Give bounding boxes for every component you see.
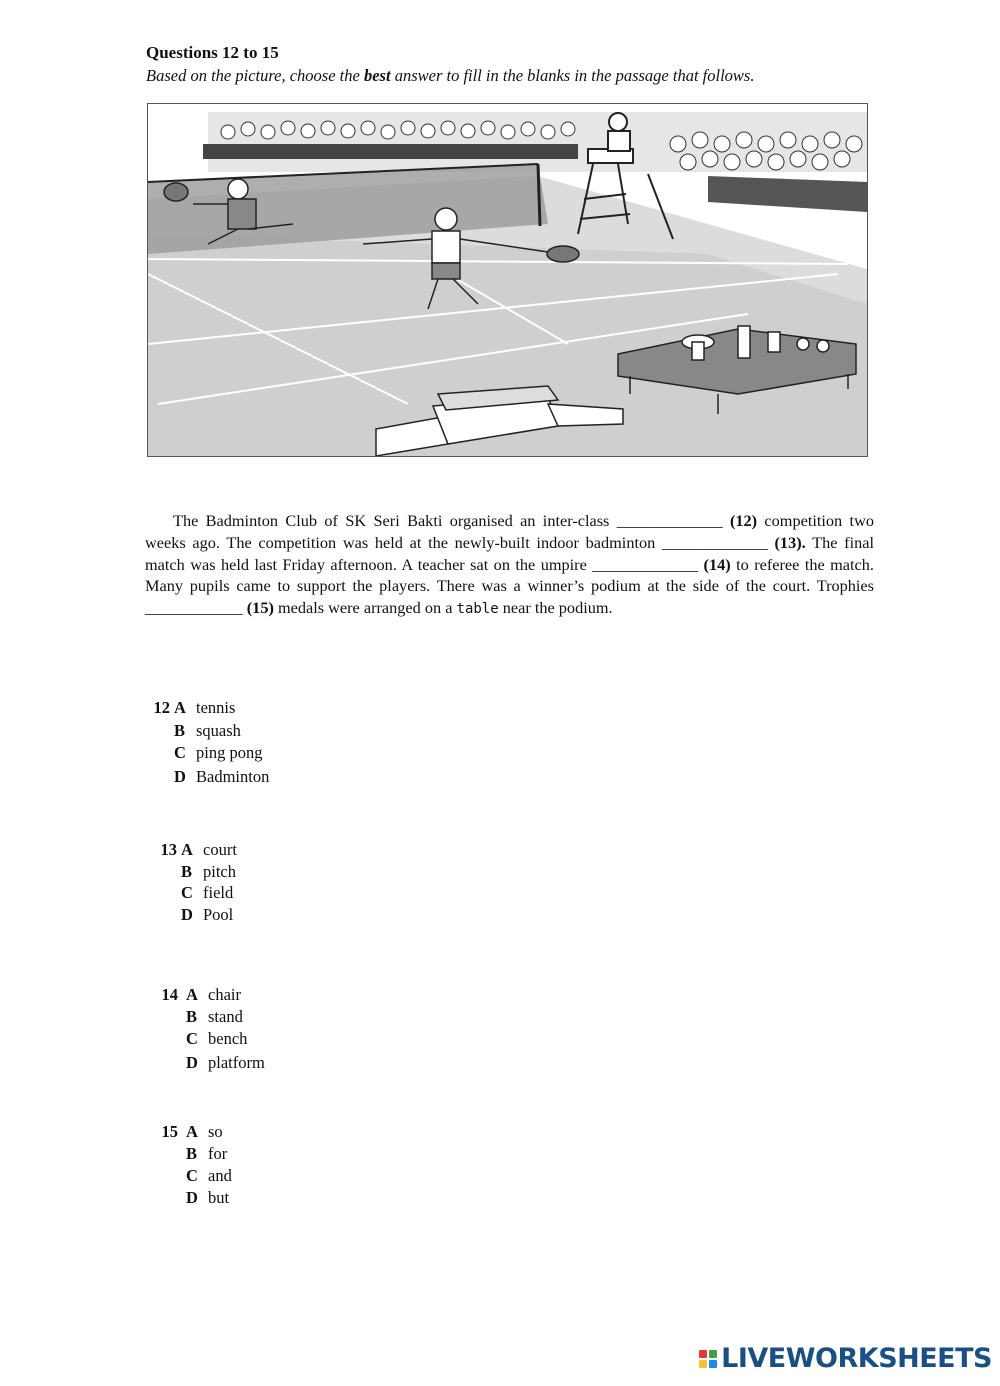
blank-label-12: (12)	[729, 511, 758, 530]
logo-block	[709, 1350, 717, 1358]
option-15c[interactable]: and	[208, 1166, 232, 1185]
option-letter: B	[181, 861, 193, 881]
net-post	[538, 164, 540, 226]
option-15b[interactable]: for	[208, 1144, 228, 1163]
umpire-head	[609, 113, 627, 131]
instruction-part-2: answer to fill in the blanks in the passage that follows.	[390, 66, 755, 85]
option-letter: C	[186, 1029, 198, 1048]
option-letter: B	[186, 1007, 198, 1026]
logo-block	[699, 1350, 707, 1358]
option-letter: D	[186, 1053, 198, 1072]
option-12a[interactable]: tennis	[196, 698, 236, 717]
logo-blocks-icon	[699, 1350, 717, 1368]
liveworksheets-logo[interactable]	[699, 1343, 992, 1374]
option-13a[interactable]: court	[203, 840, 237, 859]
question-13	[153, 839, 237, 925]
blank-label-13: (13).	[774, 532, 806, 552]
passage-text-3: The final match was held last Friday afternoon. A teacher sat on the umpire	[145, 532, 874, 574]
option-12b[interactable]: squash	[196, 720, 241, 740]
passage-text-5: medals were arranged on a	[273, 598, 457, 618]
option-14d[interactable]: platform	[208, 1053, 265, 1072]
passage-text-2: competition two weeks ago. The competition was held at the newly-built indoor badminton	[145, 511, 874, 552]
questions-heading: Questions 12 to 15	[146, 43, 279, 62]
medal-icon	[797, 338, 809, 350]
trophy-small-icon	[768, 332, 780, 352]
blank-14[interactable]: _____________	[592, 554, 699, 574]
passage-text-1: The Badminton Club of SK Seri Bakti organised an inter-class	[173, 511, 617, 530]
question-number: 14	[161, 985, 178, 1004]
option-14b[interactable]: stand	[208, 1007, 243, 1026]
option-letter: D	[174, 766, 186, 786]
front-barrier	[203, 144, 578, 159]
option-14a[interactable]: chair	[208, 985, 241, 1004]
option-letter: A	[174, 698, 186, 717]
blank-12[interactable]: _____________	[616, 511, 723, 530]
instruction-bold: best	[363, 66, 391, 85]
option-15d[interactable]: but	[208, 1188, 230, 1207]
instruction-part-1: Based on the picture, choose the	[146, 66, 364, 85]
question-number: 15	[161, 1122, 178, 1141]
logo-text: LIVEWORKSHEETS	[721, 1343, 992, 1374]
option-letter: C	[186, 1166, 198, 1185]
option-14c[interactable]: bench	[208, 1029, 248, 1048]
blank-15[interactable]: ____________	[145, 598, 243, 618]
question-15	[154, 1121, 232, 1209]
option-15a[interactable]: so	[208, 1122, 223, 1141]
option-letter: A	[186, 1122, 198, 1141]
option-letter: C	[174, 743, 186, 762]
option-letter: B	[186, 1144, 198, 1163]
question-12	[146, 697, 269, 788]
question-number: 13	[160, 840, 177, 859]
blank-label-15: (15)	[246, 598, 274, 618]
medal-icon-2	[817, 340, 829, 352]
passage	[145, 510, 874, 621]
option-13d[interactable]: Pool	[203, 904, 234, 924]
trophy-tall-icon	[738, 326, 750, 358]
option-letter: B	[174, 720, 186, 740]
option-12c[interactable]: ping pong	[196, 743, 263, 762]
blank-13[interactable]: _____________	[661, 532, 768, 552]
option-12d[interactable]: Badminton	[196, 766, 270, 786]
passage-text-6: near the podium.	[498, 598, 613, 618]
question-14	[154, 984, 265, 1074]
option-13b[interactable]: pitch	[203, 861, 236, 881]
option-letter: A	[186, 985, 198, 1004]
logo-block	[709, 1360, 717, 1368]
blank-label-14: (14)	[703, 554, 731, 574]
option-letter: D	[186, 1188, 198, 1207]
racket-right	[547, 246, 579, 262]
racket-left	[164, 183, 188, 201]
passage-text-4: to referee the match. Many pupils came to support the players. There was a winner’s podium at the side of the court. Trophies	[145, 554, 874, 596]
option-letter: D	[181, 904, 193, 924]
option-letter: A	[181, 840, 193, 859]
passage-word-table: table	[456, 601, 499, 618]
question-number: 12	[153, 698, 170, 717]
badminton-scene-illustration	[148, 104, 867, 456]
logo-block	[699, 1360, 707, 1368]
side-barrier	[708, 176, 867, 212]
badminton-picture	[147, 103, 868, 457]
option-letter: C	[181, 883, 193, 902]
option-13c[interactable]: field	[203, 883, 234, 902]
instruction-text	[146, 66, 754, 86]
